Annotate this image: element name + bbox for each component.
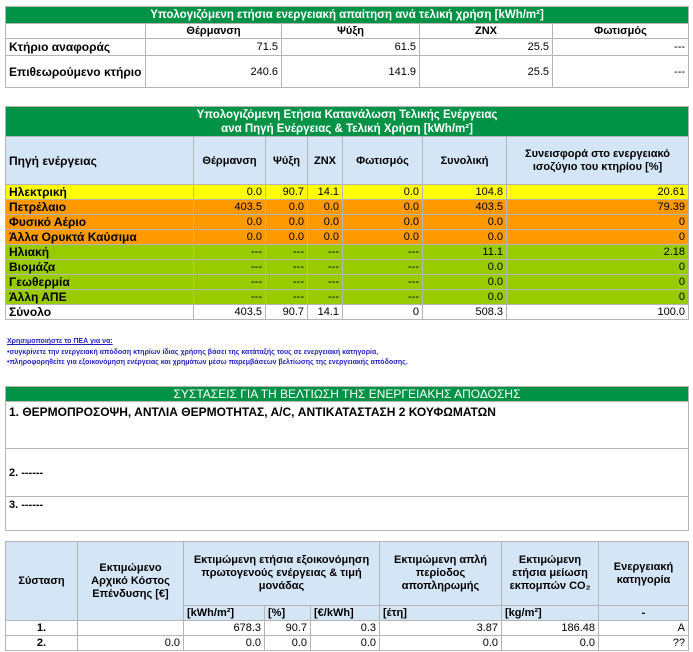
energy-source-cell: 0.0 xyxy=(308,230,343,245)
energy-source-cell: 0.0 xyxy=(194,185,266,200)
energy-source-cell: 0.0 xyxy=(266,230,308,245)
details-cell: 0.0 xyxy=(502,636,599,651)
energy-source-cell: 0 xyxy=(507,215,689,230)
energy-source-cell: 11.1 xyxy=(423,245,507,260)
pea-notes xyxy=(7,337,687,369)
energy-source-cell: --- xyxy=(266,275,308,290)
energy-source-cell: 0.0 xyxy=(423,290,507,305)
header-payback: Εκτιμώμενη απλή περίοδος αποπληρωμής xyxy=(380,542,502,606)
details-cell: 0.0 xyxy=(78,636,184,651)
recommendations-details-table xyxy=(5,541,689,651)
table2-title xyxy=(6,107,689,137)
energy-source-cell: --- xyxy=(194,290,266,305)
unit-eur-kwh: [€/kWh] xyxy=(311,606,380,621)
energy-source-cell: 0 xyxy=(507,230,689,245)
energy-source-label: Πετρέλαιο xyxy=(6,200,194,215)
final-use-demand-table xyxy=(5,6,689,88)
energy-source-row xyxy=(6,275,689,290)
table2-title-line2: ανα Πηγή Ενέργειας & Τελική Χρήση [kWh/m²] xyxy=(221,122,473,135)
energy-source-row xyxy=(6,260,689,275)
energy-source-cell: --- xyxy=(308,275,343,290)
energy-source-cell: 0.0 xyxy=(423,230,507,245)
table1-cell: 25.5 xyxy=(420,39,553,56)
energy-source-cell: --- xyxy=(308,245,343,260)
table1-cell: 240.6 xyxy=(146,56,282,88)
table1-cell: 25.5 xyxy=(420,56,553,88)
energy-source-cell: --- xyxy=(343,275,423,290)
energy-source-row xyxy=(6,215,689,230)
energy-source-cell: 0.0 xyxy=(194,230,266,245)
energy-source-cell: 20.61 xyxy=(507,185,689,200)
unit-kwh: [kWh/m²] xyxy=(184,606,265,621)
energy-source-row xyxy=(6,185,689,200)
energy-source-cell: --- xyxy=(194,260,266,275)
table1-cell: 61.5 xyxy=(282,39,420,56)
energy-source-cell: 0.0 xyxy=(194,215,266,230)
energy-source-label: Άλλα Ορυκτά Καύσιμα xyxy=(6,230,194,245)
energy-source-row xyxy=(6,230,689,245)
energy-source-cell: 0.0 xyxy=(266,215,308,230)
details-cell: 0.0 xyxy=(265,636,311,651)
details-cell: 0.0 xyxy=(380,636,502,651)
energy-source-label: Φυσικό Αέριο xyxy=(6,215,194,230)
table2-header-heating: Θέρμανση xyxy=(194,137,266,185)
table1-row-label: Κτήριο αναφοράς xyxy=(6,39,146,56)
energy-source-cell: --- xyxy=(308,290,343,305)
notes-intro: Χρησιμοποιήστε το ΠΕΑ για να: xyxy=(7,338,113,345)
energy-source-row xyxy=(6,200,689,215)
table1-cell: 71.5 xyxy=(146,39,282,56)
recommendation-item: 2. ------ xyxy=(6,449,689,497)
energy-source-cell: --- xyxy=(343,290,423,305)
table2-header-lighting: Φωτισμός xyxy=(343,137,423,185)
energy-source-cell: --- xyxy=(266,290,308,305)
table2-header-contribution: Συνεισφορά στο ενεργειακό ισοζύγιο του κτηρίου [%] xyxy=(507,137,689,185)
notes-bullet-1: •συγκρίνετε την ενεργειακή απόδοση κτηρίων ίδιας χρήσης βάσει της κατάταξής τους σε ενεργειακή κατηγορία, xyxy=(7,348,379,356)
header-cost: Εκτιμώμενο Αρχικό Κόστος Επένδυσης [€] xyxy=(78,542,184,621)
energy-source-cell: --- xyxy=(266,245,308,260)
details-cell xyxy=(78,621,184,636)
energy-source-cell: --- xyxy=(194,245,266,260)
table1-cell: 141.9 xyxy=(282,56,420,88)
energy-source-cell: 403.5 xyxy=(194,200,266,215)
table1-header-cooling: Ψύξη xyxy=(282,24,420,39)
table2-total-cell: 14.1 xyxy=(308,305,343,320)
unit-percent: [%] xyxy=(265,606,311,621)
table2-header-cooling: Ψύξη xyxy=(266,137,308,185)
recommendations-title: ΣΥΣΤΑΣΕΙΣ ΓΙΑ ΤΗ ΒΕΛΤΙΩΣΗ ΤΗΣ ΕΝΕΡΓΕΙΑΚΗΣ ΑΠΟΔΟΣΗΣ xyxy=(6,387,689,402)
energy-source-label: Άλλη ΑΠΕ xyxy=(6,290,194,305)
recommendations-table xyxy=(5,386,689,531)
energy-source-cell: 403.5 xyxy=(423,200,507,215)
header-co2: Εκτιμώμενη ετήσια μείωση εκπομπών CO₂ xyxy=(502,542,599,606)
energy-source-cell: 0 xyxy=(507,290,689,305)
table1-cell: --- xyxy=(553,39,689,56)
details-cell: 678.3 xyxy=(184,621,265,636)
table1-cell: --- xyxy=(553,56,689,88)
recommendation-item: 3. ------ xyxy=(6,497,689,531)
energy-source-cell: --- xyxy=(343,245,423,260)
energy-source-row xyxy=(6,290,689,305)
details-cell: 186.48 xyxy=(502,621,599,636)
details-row-label: 1. xyxy=(6,621,78,636)
energy-source-cell: --- xyxy=(343,260,423,275)
details-cell: 0.0 xyxy=(184,636,265,651)
energy-source-cell: --- xyxy=(194,275,266,290)
notes-bullet-2: •πληροφορηθείτε για εξοικονόμηση ενέργειας και χρημάτων μέσω παρεμβάσεων βελτίωσης της ενεργειακής απόδοσης. xyxy=(7,359,408,366)
details-cell: ?? xyxy=(599,636,689,651)
energy-source-cell: 0.0 xyxy=(343,230,423,245)
details-cell: 0.0 xyxy=(311,636,380,651)
energy-source-cell: 90.7 xyxy=(266,185,308,200)
header-recommendation: Σύσταση xyxy=(6,542,78,621)
energy-source-label: Βιομάζα xyxy=(6,260,194,275)
energy-source-cell: 0.0 xyxy=(343,200,423,215)
energy-source-cell: --- xyxy=(308,260,343,275)
details-cell: 0.3 xyxy=(311,621,380,636)
table2-total-cell: 90.7 xyxy=(266,305,308,320)
energy-source-cell: 0.0 xyxy=(308,215,343,230)
energy-source-cell: 0.0 xyxy=(266,200,308,215)
table1-corner xyxy=(6,24,146,39)
unit-kg: [kg/m²] xyxy=(502,606,599,621)
energy-source-cell: 0.0 xyxy=(308,200,343,215)
energy-source-cell: 0.0 xyxy=(343,215,423,230)
final-energy-consumption-table xyxy=(5,106,689,320)
recommendation-item: 1. ΘΕΡΜΟΠΡΟΣΟΨΗ, ΑΝΤΛΙΑ ΘΕΡΜΟΤΗΤΑΣ, Α/C, ΑΝΤΙΚΑΤΑΣΤΑΣΗ 2 ΚΟΥΦΩΜΑΤΩΝ xyxy=(6,402,689,449)
table1-row-label: Επιθεωρούμενο κτήριο xyxy=(6,56,146,88)
table2-header-total: Συνολική xyxy=(423,137,507,185)
table2-total-cell: 403.5 xyxy=(194,305,266,320)
table1-header-dhw: ZNX xyxy=(420,24,553,39)
table2-title-line1: Υπολογιζόμενη Ετήσια Κατανάλωση Τελικής Ενέργειας xyxy=(196,108,498,121)
energy-source-cell: 0.0 xyxy=(423,260,507,275)
table1-title: Υπολογιζόμενη ετήσια ενεργειακή απαίτηση ανά τελική χρήση [kWh/m²] xyxy=(6,7,689,24)
table2-total-cell: 0 xyxy=(343,305,423,320)
energy-source-cell: 0 xyxy=(507,275,689,290)
table2-header-source: Πηγή ενέργειας xyxy=(6,137,194,185)
energy-source-cell: --- xyxy=(266,260,308,275)
table2-header-dhw: ZNX xyxy=(308,137,343,185)
details-row-label: 2. xyxy=(6,636,78,651)
header-savings: Εκτιμώμενη ετήσια εξοικονόμηση πρωτογενούς ενέργειας & τιμή μονάδας xyxy=(184,542,380,606)
energy-source-cell: 79.39 xyxy=(507,200,689,215)
energy-source-cell: 0.0 xyxy=(343,185,423,200)
details-cell: 90.7 xyxy=(265,621,311,636)
table2-total-cell: 100.0 xyxy=(507,305,689,320)
table2-total-cell: 508.3 xyxy=(423,305,507,320)
table1-header-heating: Θέρμανση xyxy=(146,24,282,39)
header-category: Ενεργειακή κατηγορία xyxy=(599,542,689,606)
table1-header-lighting: Φωτισμός xyxy=(553,24,689,39)
energy-source-row xyxy=(6,245,689,260)
unit-years: [έτη] xyxy=(380,606,502,621)
energy-source-cell: 104.8 xyxy=(423,185,507,200)
table2-total-label: Σύνολο xyxy=(6,305,194,320)
energy-source-cell: 0.0 xyxy=(423,215,507,230)
details-cell: 3.87 xyxy=(380,621,502,636)
energy-source-cell: 0 xyxy=(507,260,689,275)
energy-source-cell: 2.18 xyxy=(507,245,689,260)
energy-source-label: Γεωθερμία xyxy=(6,275,194,290)
unit-category: - xyxy=(599,606,689,621)
energy-source-label: Ηλεκτρική xyxy=(6,185,194,200)
energy-source-cell: 0.0 xyxy=(423,275,507,290)
energy-source-label: Ηλιακή xyxy=(6,245,194,260)
details-cell: A xyxy=(599,621,689,636)
energy-source-cell: 14.1 xyxy=(308,185,343,200)
